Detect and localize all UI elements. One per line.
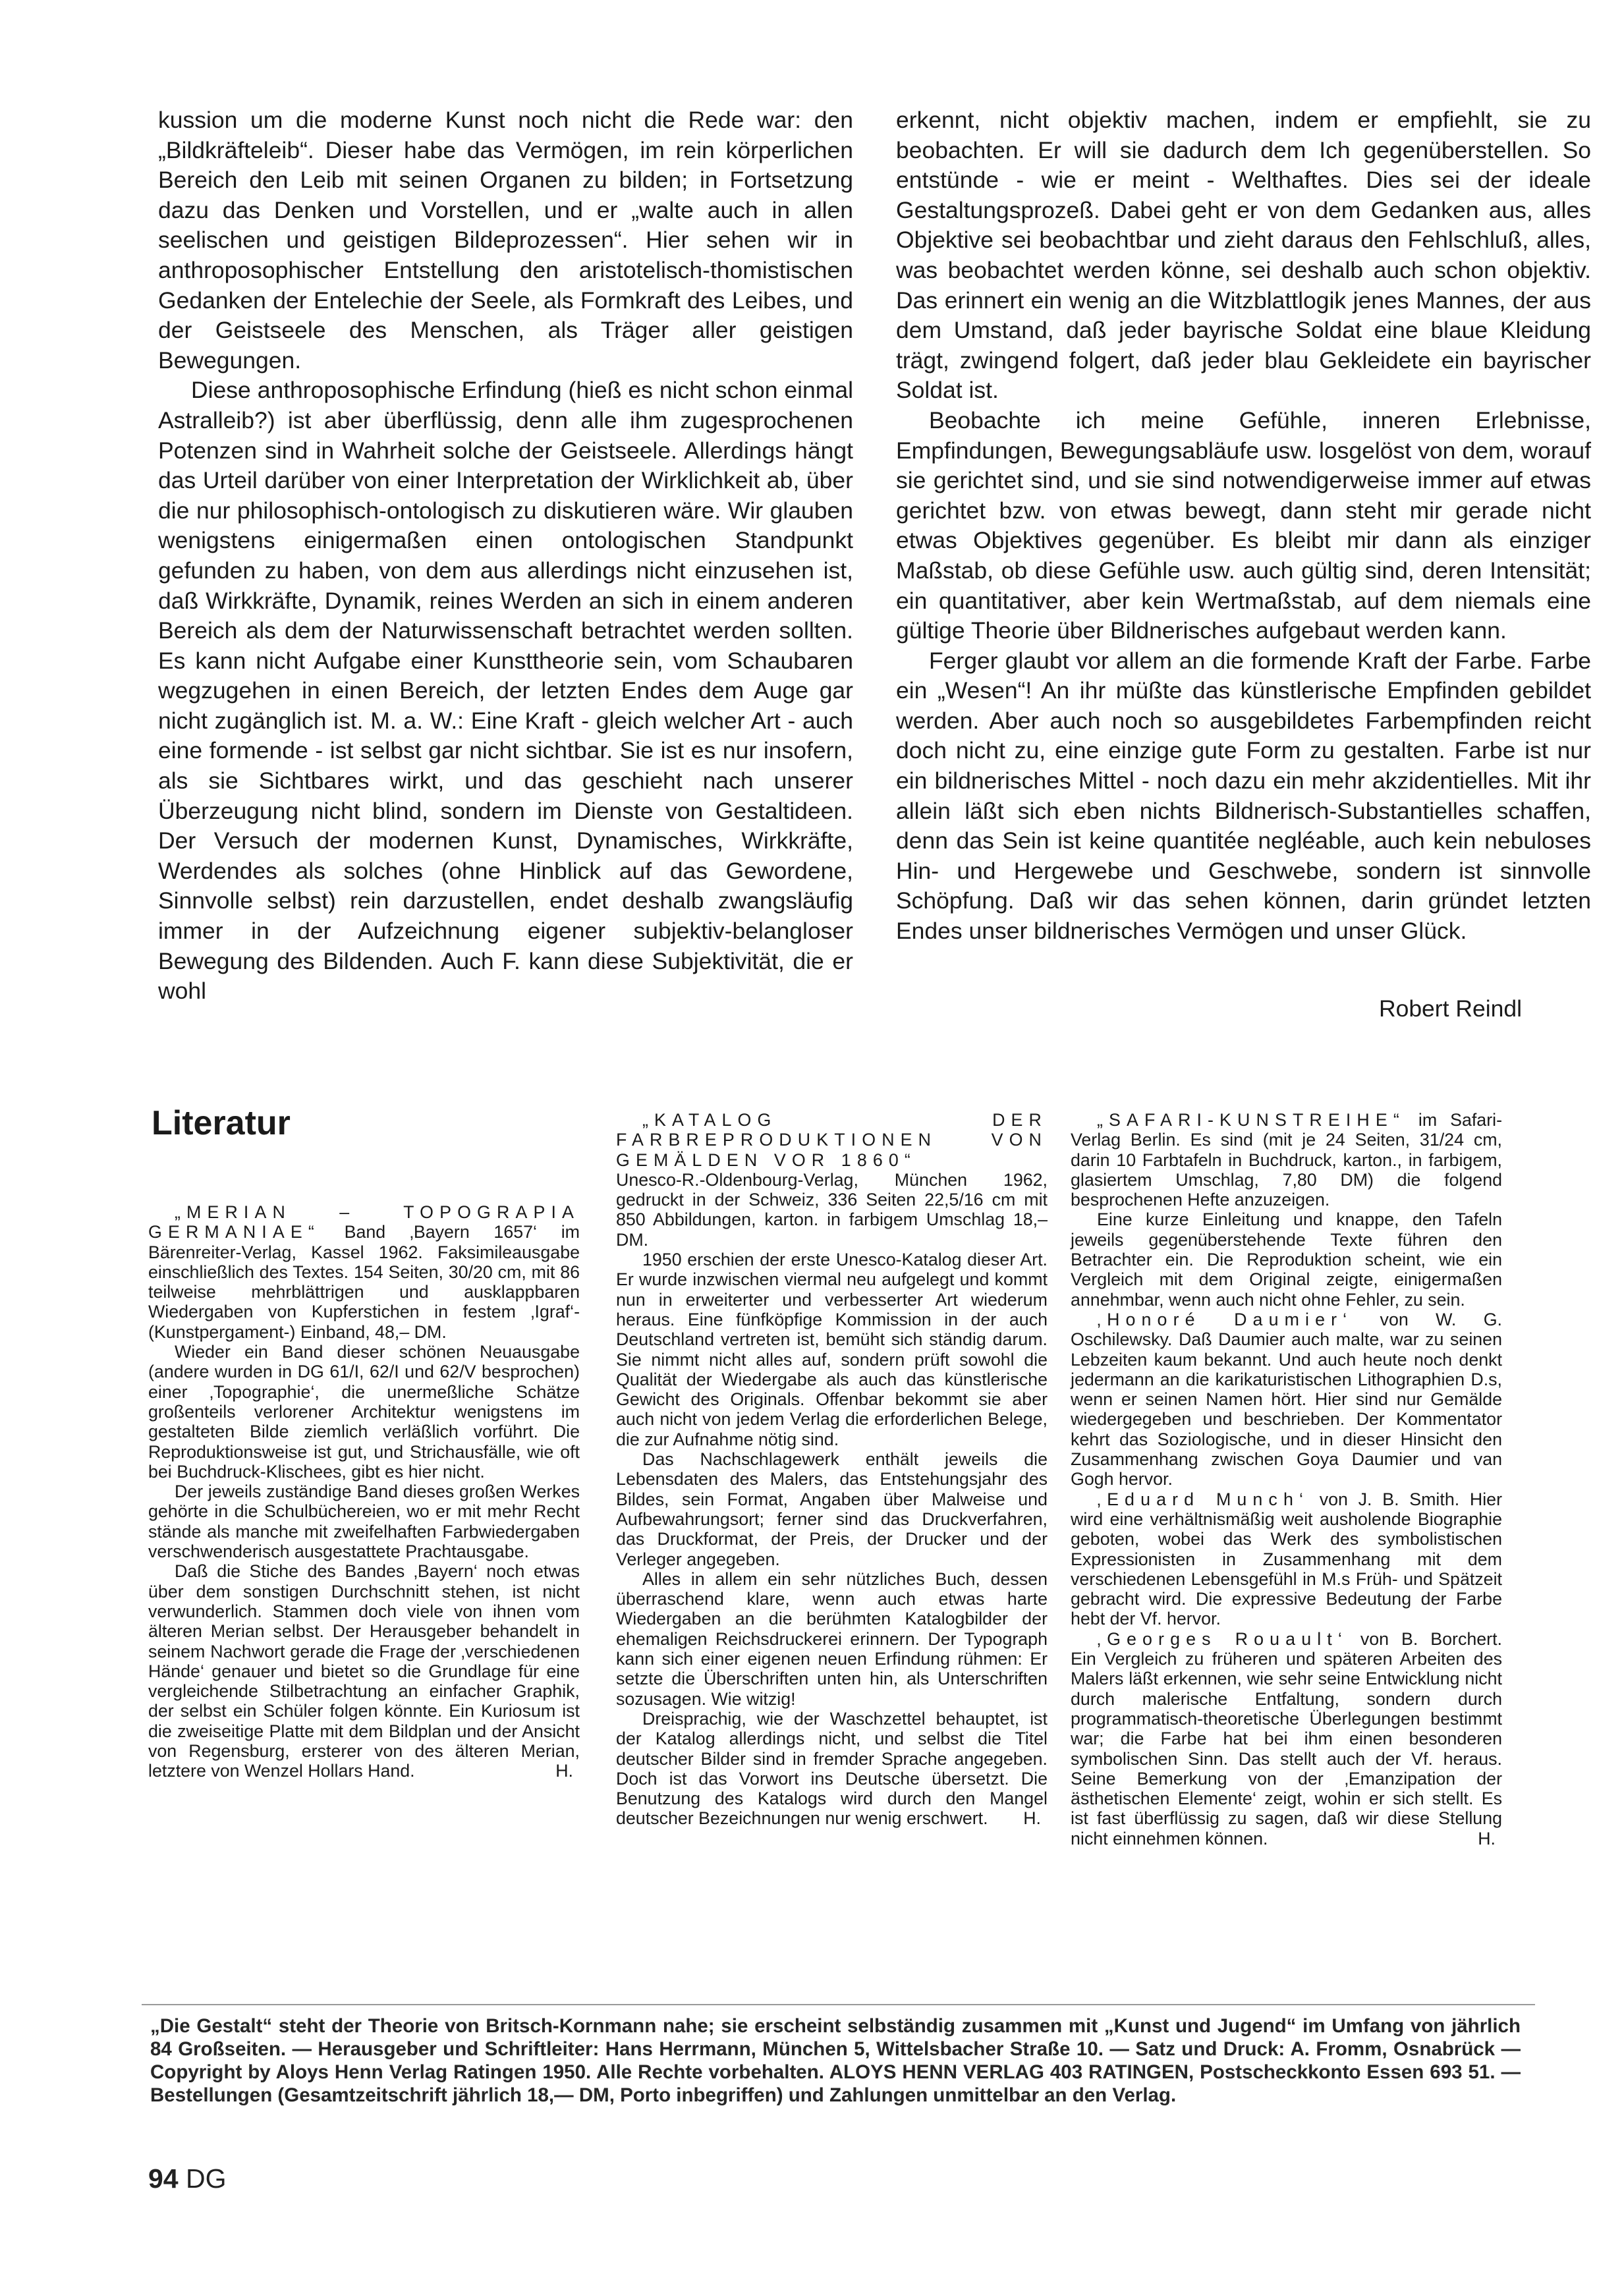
review-paragraph: ‚Honoré Daumier‘ von W. G. Oschilewsky. Daß Daumier auch malte, war zu seinen Lebzeiten kaum bekannt. Und auch heute noch denkt jedermann an die karikaturistischen Lithographien D.s, wenn er seinen Namen hört. Hier sind nur Gemälde wiedergegeben und beschrieben. Der Kommentator kehrt das Soziologische, und in dieser Hinsicht den Zusammenhang zwischen Goya Daumier und van Gogh hervor.	[1071, 1309, 1502, 1489]
review-entry	[148, 1202, 580, 1342]
review-paragraph: 1950 erschien der erste Unesco-Katalog dieser Art. Er wurde inzwischen viermal neu aufgelegt und kommt nun in erweiterter und verbesserter Art wiederum heraus. Eine fünfköpfige Kommission in der auch Deutschland vertreten ist, bemüht sich ständig darum. Sie nimmt nicht alles auf, sondern prüft sowohl die Qualität der Wiedergabe als auch das künstlerische Gewicht des Originals. Offenbar bekommt sie aber auch nicht von jedem Verlag die erforderlichen Belege, die zur Aufnahme nötig sind.	[616, 1250, 1048, 1449]
review-paragraph: Eine kurze Einleitung und knappe, den Tafeln jeweils gegenüberstehende Texte führen den Betrachter ein. Die Reproduktion scheint, wie ein Vergleich mit dem Original zeigte, einigermaßen annehmbar, wenn auch nicht ohne Fehler, zu sein.	[1071, 1209, 1502, 1310]
page-footer	[148, 2162, 227, 2195]
review-bibliography: Band ‚Bayern 1657‘ im Bärenreiter-Verlag, Kassel 1962. Faksimileausgabe einschließlich des Textes. 154 Seiten, 30/20 cm, mit 86 teilweise mehrblättrigen und ausklappbaren Wiedergaben von Kupferstichen in festem ‚Igraf‘- (Kunstpergament-) Einband, 48,– DM.	[148, 1222, 580, 1342]
review-entry	[1071, 1110, 1502, 1209]
review-signature: H.	[555, 1761, 573, 1781]
review-title: „KATALOG DER FARBREPRODUKTIONEN VON GEMÄLDEN VOR 1860“	[616, 1110, 1048, 1170]
review-title: „MERIAN – TOPOGRAPIA GERMANIAE“	[148, 1202, 580, 1242]
review-paragraph: Wieder ein Band dieser schönen Neuausgabe (andere wurden in DG 61/I, 62/I und 62/V besprochen) einer ‚Topographie‘, die unermeßliche Schätze großenteils verlorener Architektur wenigstens im gestalteten Bilde ziemlich verläßlich vorführt. Die Reproduktionsweise ist gut, und Strichausfälle, wie oft bei Buchdruck-Klischees, gibt es hier nicht.	[148, 1342, 580, 1482]
literature-column-2	[616, 1110, 1048, 1829]
essay-paragraph: Beobachte ich meine Gefühle, inneren Erlebnisse, Empfindungen, Bewegungsabläufe usw. losgelöst von dem, worauf sie gerichtet sind, und sie sind notwendigerweise immer auf etwas gerichtet bzw. von etwas bewegt, dann steht mir gerade nicht etwas Objektives gegenüber. Es bleibt mir dann als einziger Maßstab, ob diese Gefühle usw. auch gültig sind, deren Intensität; ein quantitativer, aber kein Wertmaßstab, auf dem niemals eine gültige Theorie über Bildnerisches aufgebaut werden kann.	[896, 406, 1591, 644]
review-paragraph: ‚Georges Rouault‘ von B. Borchert. Ein Vergleich zu früheren und späteren Arbeiten des Malers läßt erkennen, wie sehr seine Entwicklung nicht durch malerische Entfaltung, sondern durch programmatisch-theoretische Überlegungen bestimmt war; die Farbe hat bei ihm einen besonderen symbolischen Sinn. Das stellt auch der Vf. heraus. Seine Bemerkung von der ‚Emanzipation der ästhetischen Elemente‘ zeigt, wohin er sich stellt. Es ist fast überflüssig zu sagen, daß wir diese Stellung nicht einnehmen können. H.	[1071, 1628, 1502, 1848]
review-entry	[616, 1110, 1048, 1170]
review-bibliography: Unesco-R.-Oldenbourg-Verlag, München 1962, gedruckt in der Schweiz, 336 Seiten 22,5/16 cm mit 850 Abbildungen, karton. in farbigem Umschlag 18,– DM.	[616, 1169, 1048, 1250]
essay-left-column	[158, 105, 853, 1007]
page-number: 94	[148, 2163, 179, 2194]
review-title: „SAFARI-KUNSTREIHE“	[1097, 1110, 1405, 1130]
literature-column-3	[1071, 1110, 1502, 1848]
essay-paragraph: Diese anthroposophische Erfindung (hieß es nicht schon einmal Astralleib?) ist aber überflüssig, denn alle ihm zugesprochenen Potenzen sind in Wahrheit solche der Geistseele. Allerdings hängt das Urteil darüber von einer Interpretation der Wirklichkeit ab, über die nur philosophisch-ontologisch zu diskutieren wäre. Wir glauben wenigstens einigermaßen einen ontologischen Standpunkt gefunden zu haben, von dem aus allerdings nicht einzusehen ist, daß Wirkkräfte, Dynamik, reines Werden an sich in einem anderen Bereich als dem der Naturwissenschaft betrachtet werden sollten. Es kann nicht Aufgabe einer Kunsttheorie sein, vom Schaubaren wegzugehen in einen Bereich, der letzten Endes dem Auge gar nicht zugänglich ist. M. a. W.: Eine Kraft - gleich welcher Art - auch eine formende - ist selbst gar nicht sichtbar. Sie ist es nur insofern, als sie Sichtbares wirkt, und das geschieht nach unserer Überzeugung nicht blind, sondern im Dienste von Gestaltideen. Der Versuch der modernen Kunst, Dynamisches, Wirkkräfte, Werdendes als solches (ohne Hinblick auf das Gewordene, Sinnvolle selbst) rein darzustellen, endet deshalb zwangsläufig immer in der Aufzeichnung eigener subjektiv-belangloser Bewegung des Bildenden. Auch F. kann diese Subjektivität, die er wohl	[158, 377, 853, 1005]
review-signature: H.	[1478, 1828, 1496, 1848]
section-title: Literatur	[152, 1104, 291, 1142]
essay-paragraph: kussion um die moderne Kunst noch nicht die Rede war: den „Bildkräfteleib“. Dieser habe das Vermögen, im rein körperlichen Bereich den Leib mit seinen Organen zu bilden; in Fortsetzung dazu das Denken und Vorstellen, und er „walte auch in allen seelischen und geistigen Bildeprozessen“. Hier sehen wir in anthroposophischer Entstellung den aristotelisch-thomistischen Gedanken der Entelechie der Seele, als Formkraft des Leibes, und der Geistseele des Menschen, als Träger aller geistigen Bewegungen.	[158, 107, 853, 374]
essay-paragraph: erkennt, nicht objektiv machen, indem er empfiehlt, sie zu beobachten. Er will sie dadurch dem Ich gegenüberstellen. So entstünde - wie er meint - Welthaftes. Dies sei der ideale Gestaltungsprozeß. Dabei geht er von dem Gedanken aus, alles Objektive sei beobachtbar und zieht daraus den Fehlschluß, alles, was beobachtet werden könne, sei deshalb auch schon objektiv. Das erinnert ein wenig an die Witzblattlogik jenes Mannes, der aus dem Umstand, daß jeder bayrische Soldat eine blaue Kleidung trägt, zwingend folgert, daß jeder blau Gekleidete ein bayrischer Soldat ist.	[896, 107, 1591, 404]
reviewed-title: ‚Eduard Munch‘	[1097, 1489, 1310, 1509]
review-paragraph: Der jeweils zuständige Band dieses großen Werkes gehörte in die Schulbüchereien, wo er mit mehr Recht stände als manche mit zweifelhaften Farbwiedergaben verschwenderisch ausgestattete Prachtausgabe.	[148, 1482, 580, 1562]
journal-abbreviation: DG	[186, 2163, 227, 2194]
essay-right-column	[896, 105, 1591, 947]
literature-column-1	[148, 1202, 580, 1781]
essay-paragraph: Ferger glaubt vor allem an die formende Kraft der Farbe. Farbe ein „Wesen“! An ihr müßte das künstlerische Empfinden gebildet werden. Aber auch noch so ausgebildetes Farbempfinden reicht doch nicht zu, eine einzige gute Form zu gestalten. Farbe ist nur ein bildnerisches Mittel - noch dazu ein mehr akzidentielles. Mit ihr allein läßt sich eben nichts Bildnerisch-Substantielles schaffen, denn das Sein ist keine quantitée negléable, auch kein nebuloses Hin- und Hergewebe und Geschwebe, sondern ist sinnvolle Schöpfung. Daß wir das sehen können, darin gründet letzten Endes unser bildnerisches Vermögen und unser Glück.	[896, 647, 1591, 945]
review-paragraph: Daß die Stiche des Bandes ‚Bayern‘ noch etwas über dem sonstigen Durchschnitt stehen, ist nicht verwunderlich. Stammen doch viele von ihnen vom älteren Merian selbst. Der Herausgeber behandelt in seinem Nachwort gerade die Frage der ‚verschiedenen Hände‘ genauer und bietet so die Grundlage für eine vergleichende Stilbetrachtung an einfacher Graphik, der selbst ein Schüler folgen könnte. Ein Kuriosum ist die zweiseitige Platte mit dem Bildplan und der Ansicht von Regensburg, ersterer von des älteren Merian, letztere von Wenzel Hollars Hand. H.	[148, 1561, 580, 1781]
reviewed-title: ‚Honoré Daumier‘	[1097, 1309, 1353, 1329]
reviewed-title: ‚Georges Rouault‘	[1097, 1628, 1348, 1649]
review-paragraph: Dreisprachig, wie der Waschzettel behauptet, ist der Katalog allerdings nicht, und selbst die Titel deutscher Bilder sind in fremder Sprache angegeben. Doch ist das Vorwort ins Deutsche übersetzt. Die Benutzung des Katalogs wird durch den Mangel deutscher Bezeichnungen nur wenig erschwert. H.	[616, 1708, 1048, 1829]
footer-divider	[142, 2004, 1535, 2005]
review-paragraph: ‚Eduard Munch‘ von J. B. Smith. Hier wird eine verhältnismäßig weit ausholende Biographie geboten, wobei das Werk des symbolistischen Expressionisten in Zusammenhang mit dem verschiedenen Lebensgefühl in M.s Früh- und Spätzeit gebracht wird. Die expressive Bedeutung der Farbe hebt der Vf. hervor.	[1071, 1489, 1502, 1629]
review-paragraph: Alles in allem ein sehr nützliches Buch, dessen überraschend klare, wenn auch etwas harte Wiedergaben an die berühmten Katalogbilder der ehemaligen Reichsdruckerei erinnern. Der Typograph kann sich einer eigenen neuen Erfindung rühmen: Er setzte die Überschriften unten hin, als Unterschriften sozusagen. Wie witzig!	[616, 1569, 1048, 1709]
review-signature: H.	[1023, 1808, 1041, 1829]
imprint-note: „Die Gestalt“ steht der Theorie von Britsch-Kornmann nahe; sie erscheint selbständig zusammen mit „Kunst und Jugend“ im Umfang von jährlich 84 Großseiten. — Herausgeber und Schriftleiter: Hans Herrmann, München 5, Wittelsbacher Straße 10. — Satz und Druck: A. Fromm, Osnabrück — Copyright by Aloys Henn Verlag Ratingen 1950. Alle Rechte vorbehalten. ALOYS HENN VERLAG 403 RATINGEN, Postscheckkonto Essen 693 51. — Bestellungen (Gesamtzeitschrift jährlich 18,— DM, Porto inbegriffen) und Zahlungen unmittelbar an den Verlag.	[150, 2015, 1521, 2106]
review-paragraph: Das Nachschlagewerk enthält jeweils die Lebensdaten des Malers, das Entstehungsjahr des Bildes, sein Format, Angaben über Malweise und Aufbewahrungsort; ferner sind das Druckverfahren, das Druckformat, der Preis, der Drucker und der Verleger angegeben.	[616, 1449, 1048, 1569]
essay-author-signature: Robert Reindl	[1378, 995, 1522, 1022]
review-bibliography: im Safari-Verlag Berlin. Es sind (mit je 24 Seiten, 31/24 cm, darin 10 Farbtafeln in Buchdruck, karton., in farbigem, glasiertem Umschlag, 7,80 DM) die folgend besprochenen Hefte anzuzeigen.	[1071, 1110, 1502, 1210]
